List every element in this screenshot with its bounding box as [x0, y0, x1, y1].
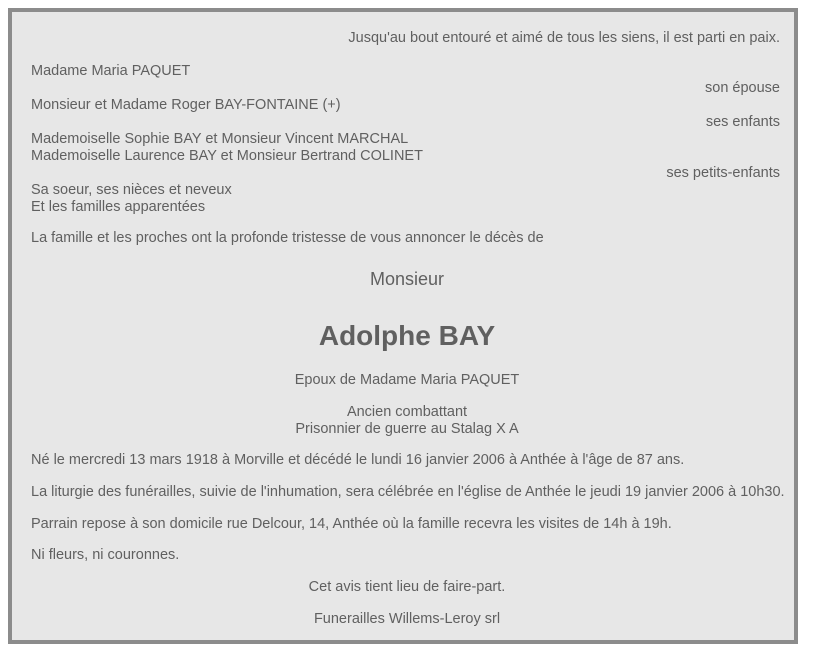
- grandchildren-role: ses petits-enfants: [666, 165, 780, 181]
- funeral-text: La liturgie des funérailles, suivie de l'inhumation, sera célébrée en l'église de Anthée le jeudi 19 janvier 2006 à 10h30.: [31, 484, 785, 500]
- announcement-text: La famille et les proches ont la profonde tristesse de vous annoncer le décès de: [31, 230, 544, 246]
- other-relatives-2: Et les familles apparentées: [31, 199, 206, 215]
- deceased-honorific: Monsieur: [369, 269, 445, 289]
- grandchild-couple-2: Mademoiselle Laurence BAY et Monsieur Bertrand COLINET: [31, 148, 423, 164]
- flowers-text: Ni fleurs, ni couronnes.: [31, 547, 180, 563]
- faire-part-notice: Cet avis tient lieu de faire-part.: [308, 579, 506, 595]
- deceased-name: Adolphe BAY: [318, 320, 496, 351]
- veteran-line-1: Ancien combattant: [346, 404, 468, 420]
- veteran-line-2: Prisonnier de guerre au Stalag X A: [295, 421, 519, 437]
- funeral-home-name: Funerailles Willems-Leroy srl: [313, 611, 501, 627]
- birth-death-text: Né le mercredi 13 mars 1918 à Morville et décédé le lundi 16 janvier 2006 à Anthée à l'âge de 87 ans.: [31, 452, 685, 468]
- children-name: Monsieur et Madame Roger BAY-FONTAINE (+): [31, 97, 341, 113]
- intro-text: Jusqu'au bout entouré et aimé de tous les siens, il est parti en paix.: [348, 30, 780, 46]
- other-relatives-1: Sa soeur, ses nièces et neveux: [31, 182, 232, 198]
- death-notice-card: [8, 8, 798, 644]
- grandchild-couple-1: Mademoiselle Sophie BAY et Monsieur Vincent MARCHAL: [31, 131, 409, 147]
- deceased-spouse-line: Epoux de Madame Maria PAQUET: [294, 372, 520, 388]
- spouse-role: son épouse: [705, 80, 780, 96]
- spouse-name: Madame Maria PAQUET: [31, 63, 191, 79]
- children-role: ses enfants: [705, 114, 780, 130]
- visitation-text: Parrain repose à son domicile rue Delcour, 14, Anthée où la famille recevra les visites de 14h à 19h.: [31, 516, 672, 532]
